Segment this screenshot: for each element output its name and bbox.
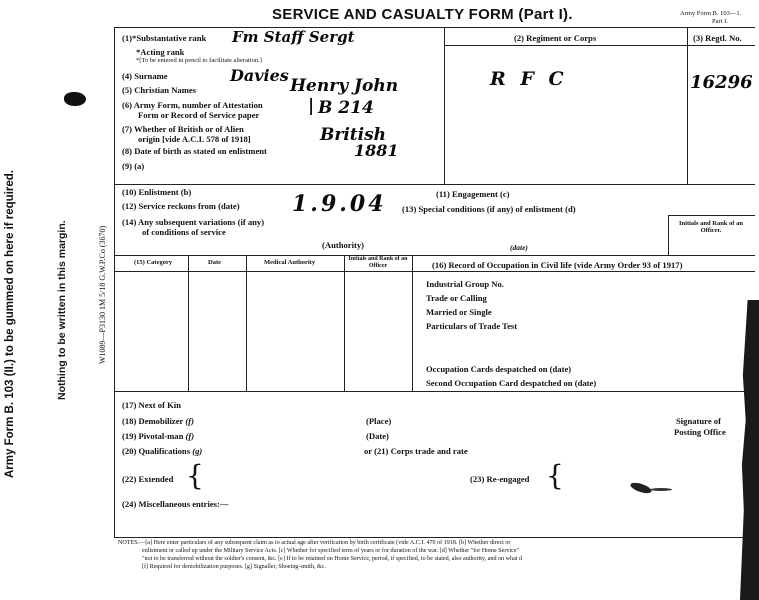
medical-authority-header: Medical Authority [264, 259, 316, 266]
second-occupation-card-label: Second Occupation Card despatched on (date) [426, 378, 597, 388]
margin-printer-code: W1089—P3130 1M 5/18 G.W.P.Co (3670) [98, 225, 107, 364]
authority-label: (Authority) [322, 240, 365, 250]
regiment-value: R F C [490, 68, 568, 90]
ink-smudge-tail [650, 488, 672, 491]
birth-date-value: 1881 [354, 141, 399, 160]
notes-line-4: [f] Required for demobilization purposes. [g] Signaller, Shoeing-smith, &c. [142, 564, 326, 570]
surname-value: Davies [230, 66, 289, 85]
acting-rank-label: *Acting rank [136, 47, 185, 57]
category-header: (15) Category [134, 259, 173, 266]
ink-smudge [629, 481, 652, 495]
trade-test-label: Particulars of Trade Test [426, 321, 518, 331]
posting-office-label: Posting Office [674, 427, 726, 437]
ink-blot [64, 92, 86, 106]
next-of-kin-label: (17) Next of Kin [122, 400, 181, 410]
demobilizer-label: (18) Demobilizer (f) [122, 416, 194, 426]
trade-calling-label: Trade or Calling [426, 293, 487, 303]
place-label: (Place) [366, 416, 392, 426]
reengaged-brace-icon: { [546, 459, 564, 492]
notes-line-3: "not to be transferred without the soldier's consent, &c. [e] If to be retained on Home Service, period, if specified, to be stated, also authority, and on what d [142, 556, 523, 562]
attestation-value: B 214 [318, 98, 374, 118]
form-part: Part I. [712, 18, 728, 25]
service-reckons-label: (12) Service reckons from (date) [122, 201, 240, 211]
service-reckons-value: 1.9.04 [292, 191, 387, 217]
extended-label: (22) Extended [122, 474, 174, 484]
occupation-cards-label: Occupation Cards despatched on (date) [426, 364, 572, 374]
regtl-no-label: (3) Regtl. No. [693, 33, 742, 43]
qualifications-label: (20) Qualifications (g) [122, 446, 203, 456]
surname-label: (4) Surname [122, 71, 168, 81]
signature-label: Signature of [676, 416, 721, 426]
variation-date-label: (date) [510, 243, 528, 252]
special-conditions-label: (13) Special conditions (if any) of enlistment (d) [402, 204, 576, 214]
christian-names-value: Henry John [290, 76, 399, 96]
form-title: SERVICE AND CASUALTY FORM (Part I). [272, 6, 573, 23]
notes-line-2: enlistment or called up under the Military Service Acts. [c] Whether for specified term of years or for duration of the war. [d] Whether "for Home Service" [142, 548, 520, 554]
engagement-label: (11) Engagement (c) [436, 189, 510, 199]
variations-label: (14) Any subsequent variations (if any) of conditions of service [122, 217, 265, 237]
origin-label: (7) Whether of British or of Alien origin [vide A.C.I. 578 of 1918] [122, 124, 251, 144]
initials-officer-header: Initials and Rank of an Officer [348, 256, 408, 269]
torn-edge [740, 300, 759, 600]
origin-value: British [320, 125, 387, 145]
occupation-heading: (16) Record of Occupation in Civil life (vide Army Order 93 of 1917) [432, 260, 683, 270]
acting-rank-note: *[To be entered in pencil to facilitate alteration.] [136, 57, 262, 64]
christian-names-label: (5) Christian Names [122, 85, 197, 95]
extended-brace-icon: { [186, 459, 204, 492]
date-header: Date [208, 259, 221, 266]
regiment-label: (2) Regiment or Corps [514, 33, 597, 43]
enlistment-label: (10) Enlistment (b) [122, 187, 192, 197]
initials-rank-officer-label: Initials and Rank of an Officer. [679, 220, 743, 234]
rank-label: (1)*Substantative rank [122, 33, 207, 43]
married-single-label: Married or Single [426, 307, 492, 317]
attestation-label: (6) Army Form, number of Attestation Form or Record of Service paper [122, 100, 263, 120]
pivotal-date-label: (Date) [366, 431, 389, 441]
margin-no-writing-instruction: Nothing to be written in this margin. [56, 220, 68, 400]
pivotal-man-label: (19) Pivotal-man (f) [122, 431, 195, 441]
corps-trade-label: or (21) Corps trade and rate [364, 446, 468, 456]
industrial-group-label: Industrial Group No. [426, 279, 504, 289]
attestation-stroke: | [308, 96, 315, 116]
notes-line-1: NOTES.—[a] Here enter particulars of any subsequent claim as to actual age after verification by birth certificate (vide A.C.I. 470 of 1918. [b] Whether direct or [118, 540, 511, 546]
reengaged-label: (23) Re-engaged [470, 474, 530, 484]
rank-value: Fm Staff Sergt [232, 28, 355, 46]
misc-entries-label: (24) Miscellaneous entries:— [122, 499, 229, 509]
birth-date-label: (8) Date of birth as stated on enlistment [122, 146, 267, 156]
regtl-no-value: 16296 [690, 72, 753, 93]
form-reference: Army Form B. 103—1. [680, 10, 742, 17]
item9-label: (9) (a) [122, 161, 145, 171]
margin-gum-instruction: Army Form B. 103 (II.) to be gummed on here if required. [4, 170, 16, 478]
